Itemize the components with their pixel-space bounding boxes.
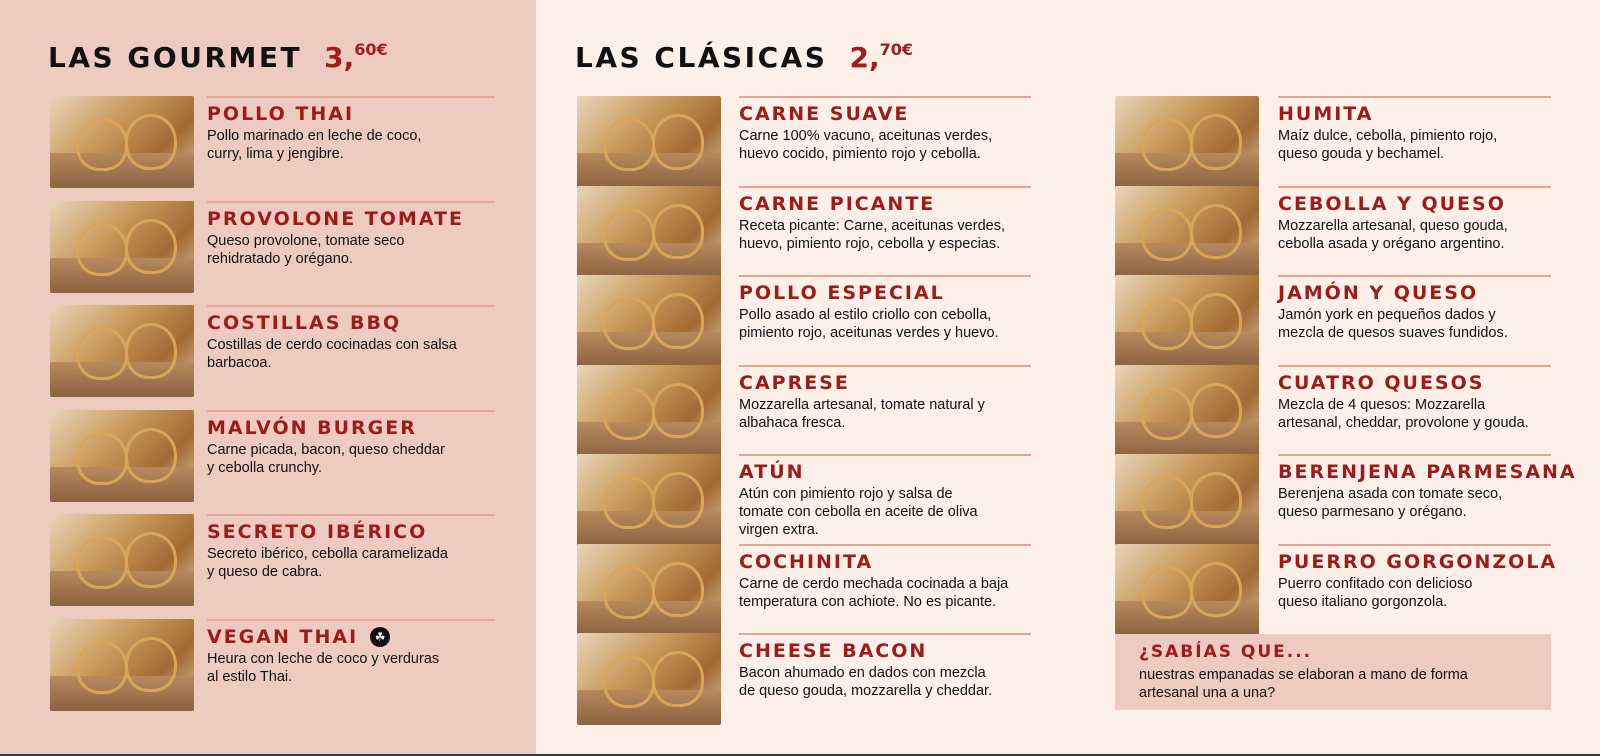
gourmet-price xyxy=(324,40,388,74)
item-description-line: Berenjena asada con tomate seco, xyxy=(1278,486,1503,502)
gourmet-header xyxy=(48,40,388,74)
item-name-text: CHEESE BACON xyxy=(739,640,928,662)
item-name xyxy=(739,372,850,394)
item-name xyxy=(207,521,427,543)
empanada-photo xyxy=(50,305,194,397)
empanada-photo xyxy=(1115,186,1259,278)
item-name-text: CUATRO QUESOS xyxy=(1278,371,1485,394)
item-name xyxy=(207,417,417,439)
empanada-photo xyxy=(577,96,721,188)
gourmet-price-main: 3, xyxy=(324,41,355,74)
item-divider xyxy=(207,410,495,412)
item-description-line: Pollo marinado en leche de coco, xyxy=(207,128,422,144)
item-description-line: queso parmesano y orégano. xyxy=(1278,504,1467,520)
empanada-photo xyxy=(50,410,194,502)
item-description xyxy=(1278,575,1568,611)
item-description xyxy=(207,650,507,686)
item-description-line: albahaca fresca. xyxy=(739,414,846,431)
item-description xyxy=(739,664,1049,700)
item-name xyxy=(1278,551,1557,573)
item-description xyxy=(207,545,507,581)
item-name-text: PROVOLONE TOMATE xyxy=(207,207,464,230)
item-description-line: Secreto ibérico, cebolla caramelizada xyxy=(207,546,448,562)
empanada-photo xyxy=(577,365,721,457)
item-description-line: Mezcla de 4 quesos: Mozzarella xyxy=(1278,396,1486,413)
item-description-line: Jamón york en pequeños dados y xyxy=(1278,307,1496,323)
empanada-photo xyxy=(577,454,721,546)
item-name xyxy=(1278,461,1577,483)
did-you-know-line: nuestras empanadas se elaboran a mano de forma xyxy=(1139,667,1468,683)
item-divider xyxy=(1278,275,1551,277)
item-description-line: y queso de cabra. xyxy=(207,564,323,580)
item-divider xyxy=(1278,544,1551,546)
item-divider xyxy=(207,201,495,203)
item-divider xyxy=(207,305,495,307)
item-description-line: Maíz dulce, cebolla, pimiento rojo, xyxy=(1278,128,1498,144)
gourmet-title: LAS GOURMET xyxy=(48,41,303,74)
item-description xyxy=(1278,217,1568,253)
item-description-line: cebolla asada y orégano argentino. xyxy=(1278,235,1505,252)
item-name xyxy=(207,312,401,334)
item-description xyxy=(207,127,507,163)
empanada-photo xyxy=(1115,96,1259,188)
clasicas-price-cents: 70€ xyxy=(879,40,913,59)
empanada-photo xyxy=(50,514,194,606)
item-description-line: barbacoa. xyxy=(207,355,272,371)
item-description-line: Carne picada, bacon, queso cheddar xyxy=(207,441,445,458)
item-description xyxy=(1278,127,1568,163)
item-name xyxy=(739,551,873,573)
empanada-photo xyxy=(577,186,721,278)
item-name-text: CEBOLLA Y QUESO xyxy=(1278,192,1506,215)
item-description-line: huevo cocido, pimiento rojo y cebolla. xyxy=(739,146,981,162)
empanada-photo xyxy=(577,633,721,725)
empanada-photo xyxy=(1115,454,1259,546)
vegan-leaf-icon: ☘ xyxy=(370,627,390,647)
did-you-know-text xyxy=(1139,666,1539,702)
item-name xyxy=(1278,282,1478,304)
item-description-line: Mozzarella artesanal, queso gouda, xyxy=(1278,217,1508,234)
item-description-line: al estilo Thai. xyxy=(207,668,293,685)
item-description-line: mezcla de quesos suaves fundidos. xyxy=(1278,325,1508,341)
clasicas-title: LAS CLÁSICAS xyxy=(575,41,828,74)
item-name xyxy=(739,640,927,662)
item-description-line: pimiento rojo, aceitunas verdes y huevo. xyxy=(739,325,999,341)
item-description xyxy=(739,396,1049,432)
item-description-line: virgen extra. xyxy=(739,522,819,538)
item-name-text: COSTILLAS BBQ xyxy=(207,312,402,334)
item-description-line: Bacon ahumado en dados con mezcla xyxy=(739,665,986,681)
item-name-text: PUERRO GORGONZOLA xyxy=(1278,550,1558,573)
item-name xyxy=(739,103,909,125)
item-name-text: SECRETO IBÉRICO xyxy=(207,521,428,543)
item-divider xyxy=(207,96,495,98)
did-you-know-box xyxy=(1115,634,1551,710)
empanada-photo xyxy=(50,201,194,293)
item-name xyxy=(1278,372,1484,394)
item-description-line: tomate con cebolla en aceite de oliva xyxy=(739,504,978,520)
did-you-know-line: artesanal una a una? xyxy=(1139,685,1276,701)
item-name xyxy=(739,193,935,215)
item-name xyxy=(739,282,945,304)
item-description-line: Atún con pimiento rojo y salsa de xyxy=(739,486,953,502)
item-name-text: HUMITA xyxy=(1278,103,1374,125)
item-description-line: queso gouda y bechamel. xyxy=(1278,146,1445,162)
item-description xyxy=(1278,306,1568,342)
item-description-line: de queso gouda, mozzarella y cheddar. xyxy=(739,683,993,699)
gourmet-price-cents: 60€ xyxy=(354,40,388,59)
item-description xyxy=(739,485,1049,539)
item-divider xyxy=(1278,96,1551,98)
empanada-photo xyxy=(577,544,721,636)
item-name xyxy=(1278,193,1506,215)
item-description-line: Carne 100% vacuno, aceitunas verdes, xyxy=(739,128,993,144)
item-description xyxy=(207,336,507,372)
item-description-line: Receta picante: Carne, aceitunas verdes, xyxy=(739,217,1005,234)
item-description-line: Carne de cerdo mechada cocinada a baja xyxy=(739,575,1009,592)
item-description-line: queso italiano gorgonzola. xyxy=(1278,593,1448,610)
item-description-line: y cebolla crunchy. xyxy=(207,459,322,476)
item-description xyxy=(739,217,1049,253)
item-name xyxy=(207,103,354,125)
empanada-photo xyxy=(50,96,194,188)
item-name-text: VEGAN THAI xyxy=(207,625,359,648)
item-divider xyxy=(739,186,1031,188)
clasicas-price-main: 2, xyxy=(849,41,880,74)
item-divider xyxy=(1278,365,1551,367)
item-description-line: curry, lima y jengibre. xyxy=(207,146,344,162)
item-divider xyxy=(739,275,1031,277)
empanada-photo xyxy=(1115,365,1259,457)
empanada-photo xyxy=(1115,544,1259,636)
item-name xyxy=(739,461,805,483)
empanada-photo xyxy=(50,619,194,711)
item-divider xyxy=(207,619,495,621)
item-description-line: Puerro confitado con delicioso xyxy=(1278,575,1473,592)
item-divider xyxy=(739,633,1031,635)
item-description xyxy=(207,232,507,268)
item-description-line: temperatura con achiote. No es picante. xyxy=(739,593,997,610)
item-description-line: artesanal, cheddar, provolone y gouda. xyxy=(1278,414,1529,431)
item-name-text: POLLO THAI xyxy=(207,103,355,125)
item-divider xyxy=(739,544,1031,546)
item-description xyxy=(1278,396,1568,432)
item-name-text: MALVÓN BURGER xyxy=(207,416,417,439)
item-description-line: Costillas de cerdo cocinadas con salsa xyxy=(207,337,457,353)
item-name-text: CARNE PICANTE xyxy=(739,192,936,215)
item-divider xyxy=(739,96,1031,98)
item-name-text: CAPRESE xyxy=(739,371,850,394)
item-description xyxy=(739,575,1049,611)
item-description xyxy=(207,441,507,477)
empanada-photo xyxy=(577,275,721,367)
item-description xyxy=(739,127,1049,163)
item-name-text: ATÚN xyxy=(739,461,805,483)
item-name-text: POLLO ESPECIAL xyxy=(739,282,945,304)
item-divider xyxy=(1278,454,1551,456)
item-description-line: Heura con leche de coco y verduras xyxy=(207,650,440,667)
item-description-line: huevo, pimiento rojo, cebolla y especias. xyxy=(739,235,1001,252)
clasicas-price xyxy=(849,40,913,74)
item-name-text: CARNE SUAVE xyxy=(739,103,910,125)
item-description-line: Pollo asado al estilo criollo con cebolla, xyxy=(739,307,992,323)
clasicas-header xyxy=(575,40,913,74)
item-description xyxy=(739,306,1049,342)
did-you-know-title: ¿SABÍAS QUE... xyxy=(1139,642,1313,662)
item-name xyxy=(207,626,390,648)
empanada-photo xyxy=(1115,275,1259,367)
item-name-text: JAMÓN Y QUESO xyxy=(1278,282,1479,304)
item-name-text: COCHINITA xyxy=(739,550,874,573)
item-divider xyxy=(739,365,1031,367)
item-name-text: BERENJENA PARMESANA xyxy=(1278,461,1577,483)
item-divider xyxy=(1278,186,1551,188)
item-description-line: rehidratado y orégano. xyxy=(207,250,353,267)
item-description xyxy=(1278,485,1568,521)
item-name xyxy=(207,208,464,230)
item-description-line: Mozzarella artesanal, tomate natural y xyxy=(739,396,985,413)
item-divider xyxy=(207,514,495,516)
item-description-line: Queso provolone, tomate seco xyxy=(207,232,405,249)
item-divider xyxy=(739,454,1031,456)
item-name xyxy=(1278,103,1374,125)
